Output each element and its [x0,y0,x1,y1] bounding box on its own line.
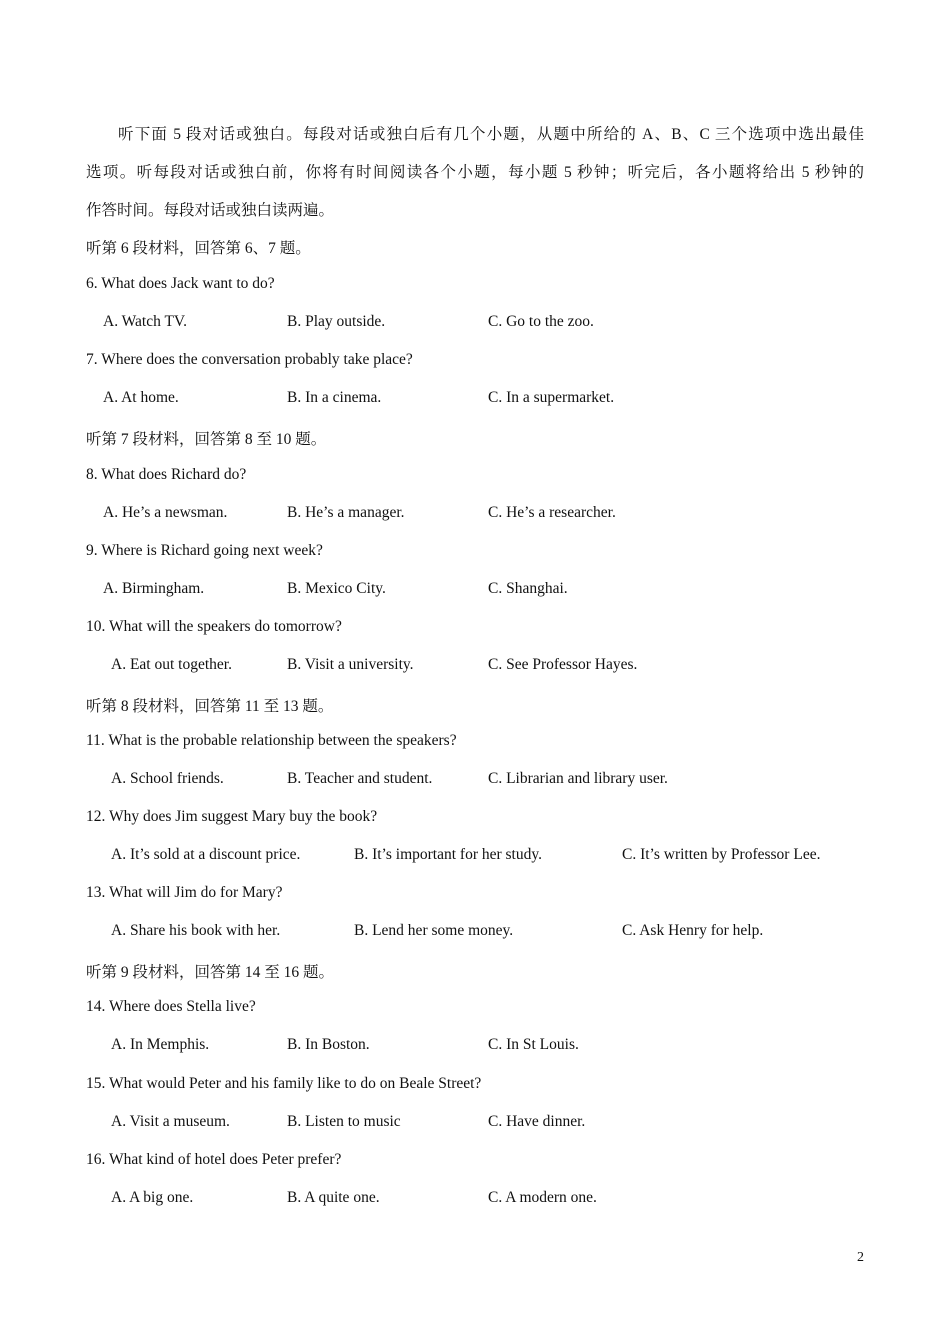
option-14a: A. In Memphis. [111,1036,210,1053]
option-13c: C. Ask Henry for help. [622,922,764,939]
option-9c: C. Shanghai. [488,580,568,597]
option-15c: C. Have dinner. [488,1113,586,1130]
question-6: 6. What does Jack want to do? [86,275,275,292]
option-6b: B. Play outside. [287,313,386,330]
option-15a: A. Visit a museum. [111,1113,230,1130]
intro-line-2: 选项。听每段对话或独白前，你将有时间阅读各个小题，每小题 5 秒钟；听完后，各小题将给出 5 秒钟的 [86,164,864,181]
option-13a: A. Share his book with her. [111,922,281,939]
question-8: 8. What does Richard do? [86,466,247,483]
section-heading: 听第 8 段材料，回答第 11 至 13 题。 [86,698,334,715]
option-16b: B. A quite one. [287,1189,380,1206]
option-7a: A. At home. [103,389,179,406]
option-13b: B. Lend her some money. [354,922,514,939]
page-number: 2 [857,1250,864,1265]
option-8c: C. He’s a researcher. [488,504,616,521]
question-14: 14. Where does Stella live? [86,998,256,1015]
question-7: 7. Where does the conversation probably take place? [86,351,413,368]
option-11b: B. Teacher and student. [287,770,433,787]
section-heading: 听第 9 段材料，回答第 14 至 16 题。 [86,964,335,981]
intro-line-3: 作答时间。每段对话或独白读两遍。 [86,202,335,219]
question-12: 12. Why does Jim suggest Mary buy the book? [86,808,378,825]
option-8a: A. He’s a newsman. [103,504,228,521]
question-9: 9. Where is Richard going next week? [86,542,323,559]
option-15b: B. Listen to music [287,1113,401,1130]
option-14b: B. In Boston. [287,1036,370,1053]
option-10a: A. Eat out together. [111,656,232,673]
option-7b: B. In a cinema. [287,389,382,406]
option-6a: A. Watch TV. [103,313,188,330]
question-16: 16. What kind of hotel does Peter prefer? [86,1151,342,1168]
option-11c: C. Librarian and library user. [488,770,668,787]
option-10b: B. Visit a university. [287,656,414,673]
option-12c: C. It’s written by Professor Lee. [622,846,821,863]
question-10: 10. What will the speakers do tomorrow? [86,618,342,635]
option-7c: C. In a supermarket. [488,389,615,406]
question-15: 15. What would Peter and his family like to do on Beale Street? [86,1075,482,1092]
option-6c: C. Go to the zoo. [488,313,594,330]
section-heading: 听第 7 段材料，回答第 8 至 10 题。 [86,431,327,448]
section-heading: 听第 6 段材料，回答第 6、7 题。 [86,240,311,257]
question-13: 13. What will Jim do for Mary? [86,884,283,901]
option-12a: A. It’s sold at a discount price. [111,846,301,863]
option-14c: C. In St Louis. [488,1036,579,1053]
option-10c: C. See Professor Hayes. [488,656,638,673]
option-9a: A. Birmingham. [103,580,205,597]
question-11: 11. What is the probable relationship between the speakers? [86,732,457,749]
option-12b: B. It’s important for her study. [354,846,542,863]
option-8b: B. He’s a manager. [287,504,405,521]
option-9b: B. Mexico City. [287,580,386,597]
intro-line-1: 听下面 5 段对话或独白。每段对话或独白后有几个小题，从题中所给的 A、B、C 三个选项中选出最佳 [118,126,864,143]
option-11a: A. School friends. [111,770,224,787]
option-16a: A. A big one. [111,1189,194,1206]
option-16c: C. A modern one. [488,1189,597,1206]
